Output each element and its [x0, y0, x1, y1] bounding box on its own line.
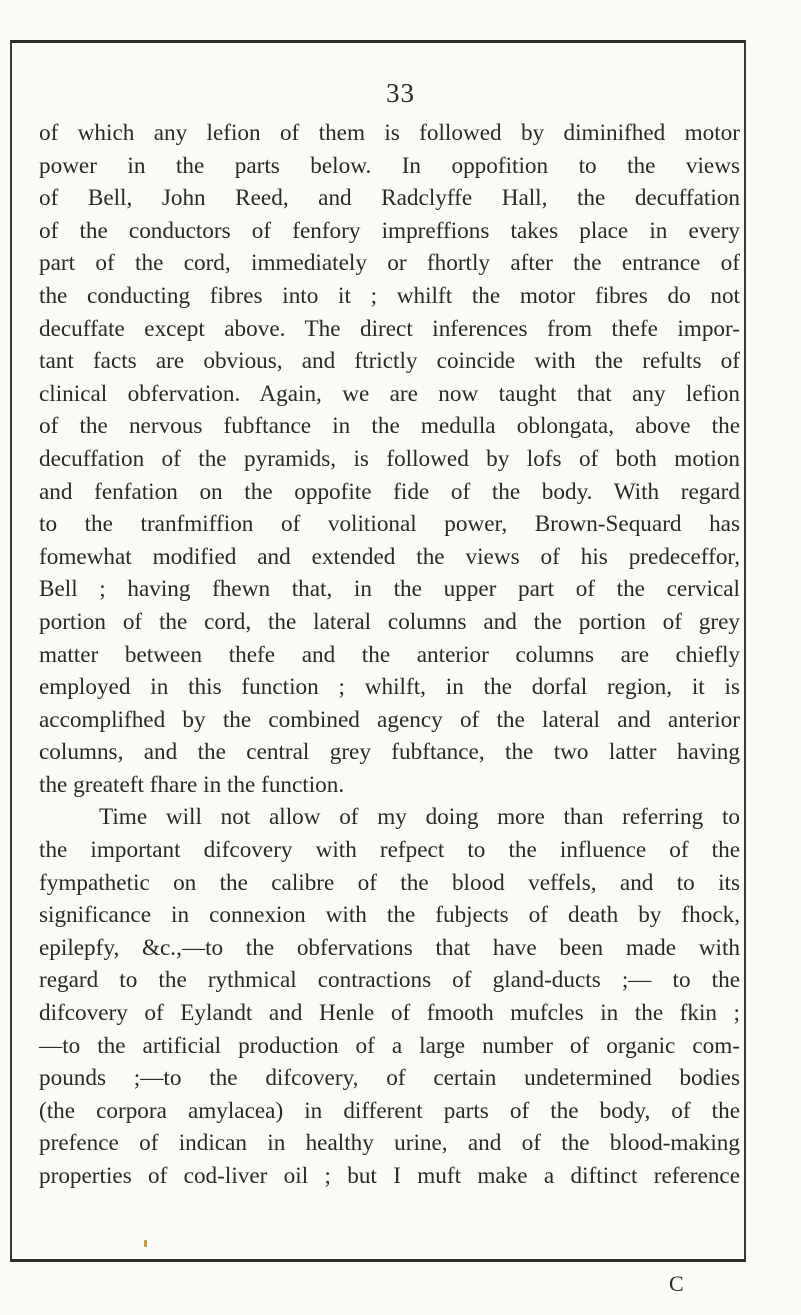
text-line: the important difcovery with refpect to the influence of the — [39, 837, 740, 864]
text-line: accomplifhed by the combined agency of the lateral and anterior — [39, 706, 740, 733]
text-line: Time will not allow of my doing more than referring to — [99, 804, 740, 831]
paragraph — [39, 117, 740, 801]
text-line: significance in connexion with the fubjects of death by fhock, — [39, 902, 740, 929]
text-line: the conducting fibres into it ; whilft the motor fibres do not — [39, 282, 740, 309]
text-line: —to the artificial production of a large number of organic com- — [39, 1032, 740, 1059]
text-line: the greateft fhare in the function. — [39, 771, 345, 798]
text-line: fympathetic on the calibre of the blood veffels, and to its — [39, 869, 740, 896]
text-line: epilepfy, &c.,—to the obfervations that have been made with — [39, 934, 740, 961]
text-line: properties of cod-liver oil ; but I muft make a diftinct reference — [39, 1163, 740, 1189]
paragraph — [39, 801, 740, 1192]
text-line: portion of the cord, the lateral columns and the portion of grey — [39, 608, 740, 635]
text-line: of the nervous fubftance in the medulla oblongata, above the — [39, 413, 740, 440]
signature-mark: C — [669, 1271, 684, 1296]
text-line: difcovery of Eylandt and Henle of fmooth mufcles in the fkin ; — [39, 1000, 740, 1027]
text-line: tant facts are obvious, and ftrictly coincide with the refults of — [39, 348, 740, 375]
text-line: fomewhat modified and extended the views of his predeceffor, — [39, 543, 740, 570]
text-line: prefence of indican in healthy urine, and of the blood-making — [39, 1130, 740, 1157]
text-line: Bell ; having fhewn that, in the upper part of the cervical — [39, 576, 740, 603]
text-line: and fenfation on the oppofite fide of the body. With regard — [39, 478, 740, 505]
text-line: decuffation of the pyramids, is followed by lofs of both motion — [39, 445, 740, 472]
text-line: of which any lefion of them is followed by diminifhed motor — [39, 120, 740, 146]
text-line: part of the cord, immediately or fhortly after the entrance of — [39, 250, 740, 277]
text-line: columns, and the central grey fubftance, the two latter having — [39, 739, 740, 766]
text-line: power in the parts below. In oppofition to the views — [39, 152, 740, 179]
body-text — [39, 117, 740, 1193]
text-line: clinical obfervation. Again, we are now taught that any lefion — [39, 380, 740, 407]
text-line: (the corpora amylacea) in different parts of the body, of the — [39, 1097, 740, 1124]
text-line: decuffate except above. The direct inferences from thefe impor- — [39, 315, 740, 342]
text-line: matter between thefe and the anterior columns are chiefly — [39, 641, 740, 668]
text-line: regard to the rythmical contractions of gland-ducts ;— to the — [39, 967, 740, 994]
text-line: to the tranfmiffion of volitional power, Brown-Sequard has — [39, 511, 740, 538]
text-line: employed in this function ; whilft, in the dorfal region, it is — [39, 674, 740, 701]
text-line: of the conductors of fenfory impreffions takes place in every — [39, 217, 740, 244]
text-line: pounds ;—to the difcovery, of certain undetermined bodies — [39, 1065, 740, 1092]
text-line: of Bell, John Reed, and Radclyffe Hall, the decuffation — [39, 185, 740, 212]
ink-speck — [144, 1240, 147, 1247]
page-number: 33 — [386, 78, 415, 108]
